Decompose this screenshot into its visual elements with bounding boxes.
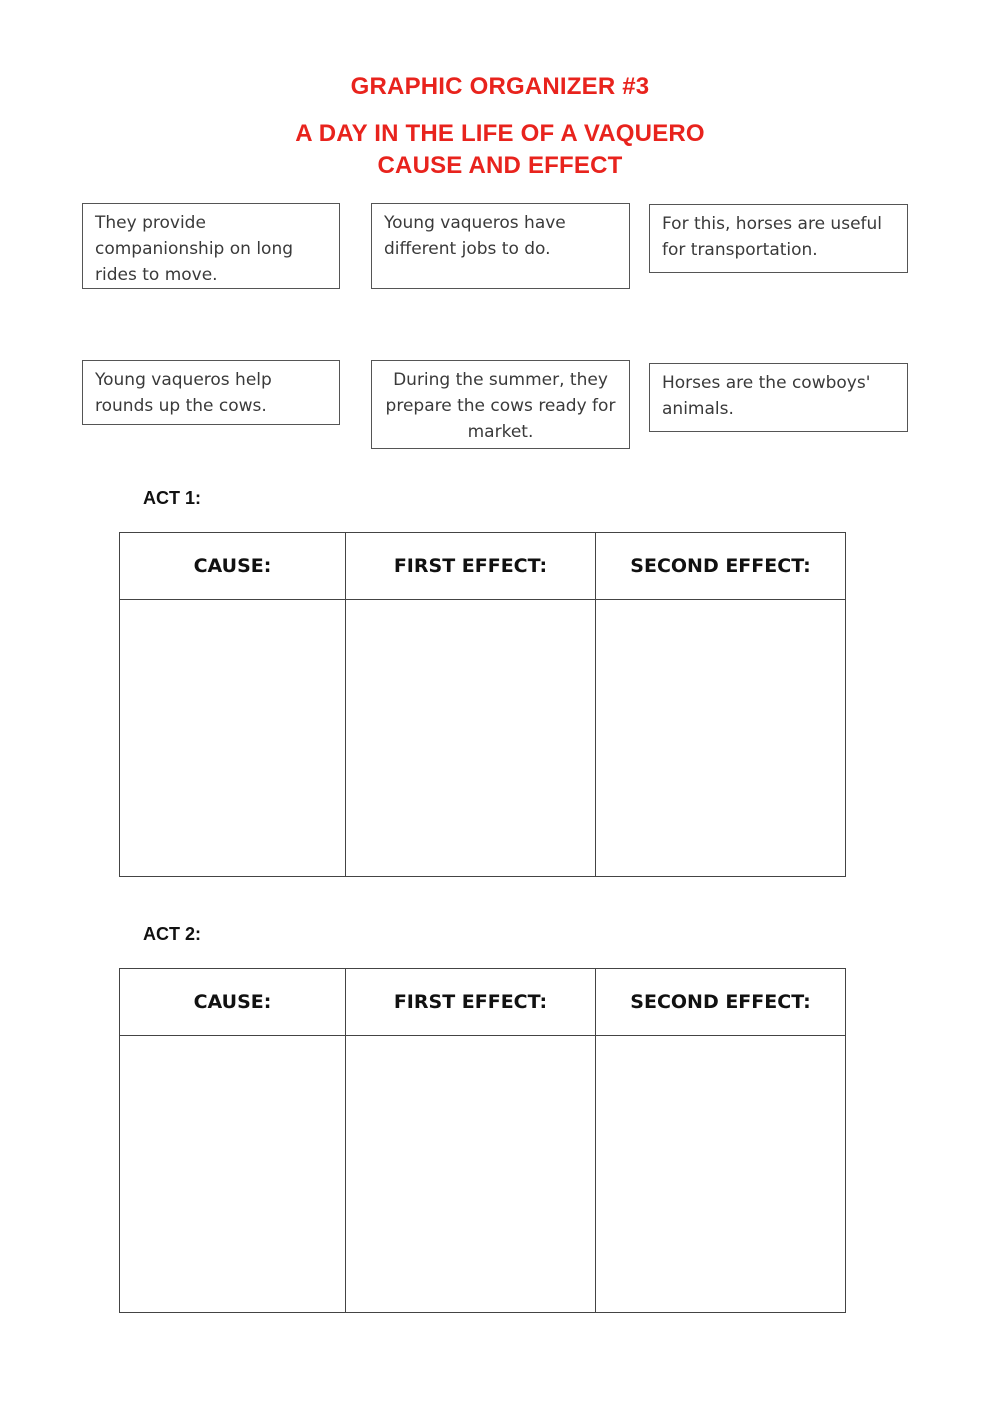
act-1-header-row	[120, 533, 846, 600]
act-1-table	[119, 532, 846, 877]
card-transportation[interactable]: For this, horses are useful for transportation.	[649, 204, 908, 273]
card-round-up-cows[interactable]: Young vaqueros help rounds up the cows.	[82, 360, 340, 425]
act-2-first-effect-drop-zone[interactable]	[346, 1036, 596, 1313]
act-1-second-effect-drop-zone[interactable]	[596, 600, 846, 877]
act-1-first-effect-drop-zone[interactable]	[346, 600, 596, 877]
card-different-jobs[interactable]: Young vaqueros have different jobs to do.	[371, 203, 630, 289]
page-subtitle-line1: A DAY IN THE LIFE OF A VAQUERO	[295, 120, 705, 147]
card-summer-market[interactable]: During the summer, they prepare the cows ready for market.	[371, 360, 630, 449]
card-cowboys-animals[interactable]: Horses are the cowboys' animals.	[649, 363, 908, 432]
act-2-header-row	[120, 969, 846, 1036]
act-2-second-effect-header: SECOND EFFECT:	[596, 969, 846, 1036]
act-1-cause-header: CAUSE:	[120, 533, 346, 600]
act-2-cause-drop-zone[interactable]	[120, 1036, 346, 1313]
act-2-table	[119, 968, 846, 1313]
act-2-label: ACT 2:	[143, 924, 201, 944]
act-1-first-effect-header: FIRST EFFECT:	[346, 533, 596, 600]
act-2-answer-row	[120, 1036, 846, 1313]
act-2-second-effect-drop-zone[interactable]	[596, 1036, 846, 1313]
act-1-answer-row	[120, 600, 846, 877]
act-2-cause-header: CAUSE:	[120, 969, 346, 1036]
page-title: GRAPHIC ORGANIZER #3	[350, 73, 650, 100]
act-1-label: ACT 1:	[143, 488, 201, 508]
act-1-cause-drop-zone[interactable]	[120, 600, 346, 877]
page-subtitle-line2: CAUSE AND EFFECT	[377, 152, 623, 179]
act-1-second-effect-header: SECOND EFFECT:	[596, 533, 846, 600]
card-companionship[interactable]: They provide companionship on long rides to move.	[82, 203, 340, 289]
act-2-first-effect-header: FIRST EFFECT:	[346, 969, 596, 1036]
